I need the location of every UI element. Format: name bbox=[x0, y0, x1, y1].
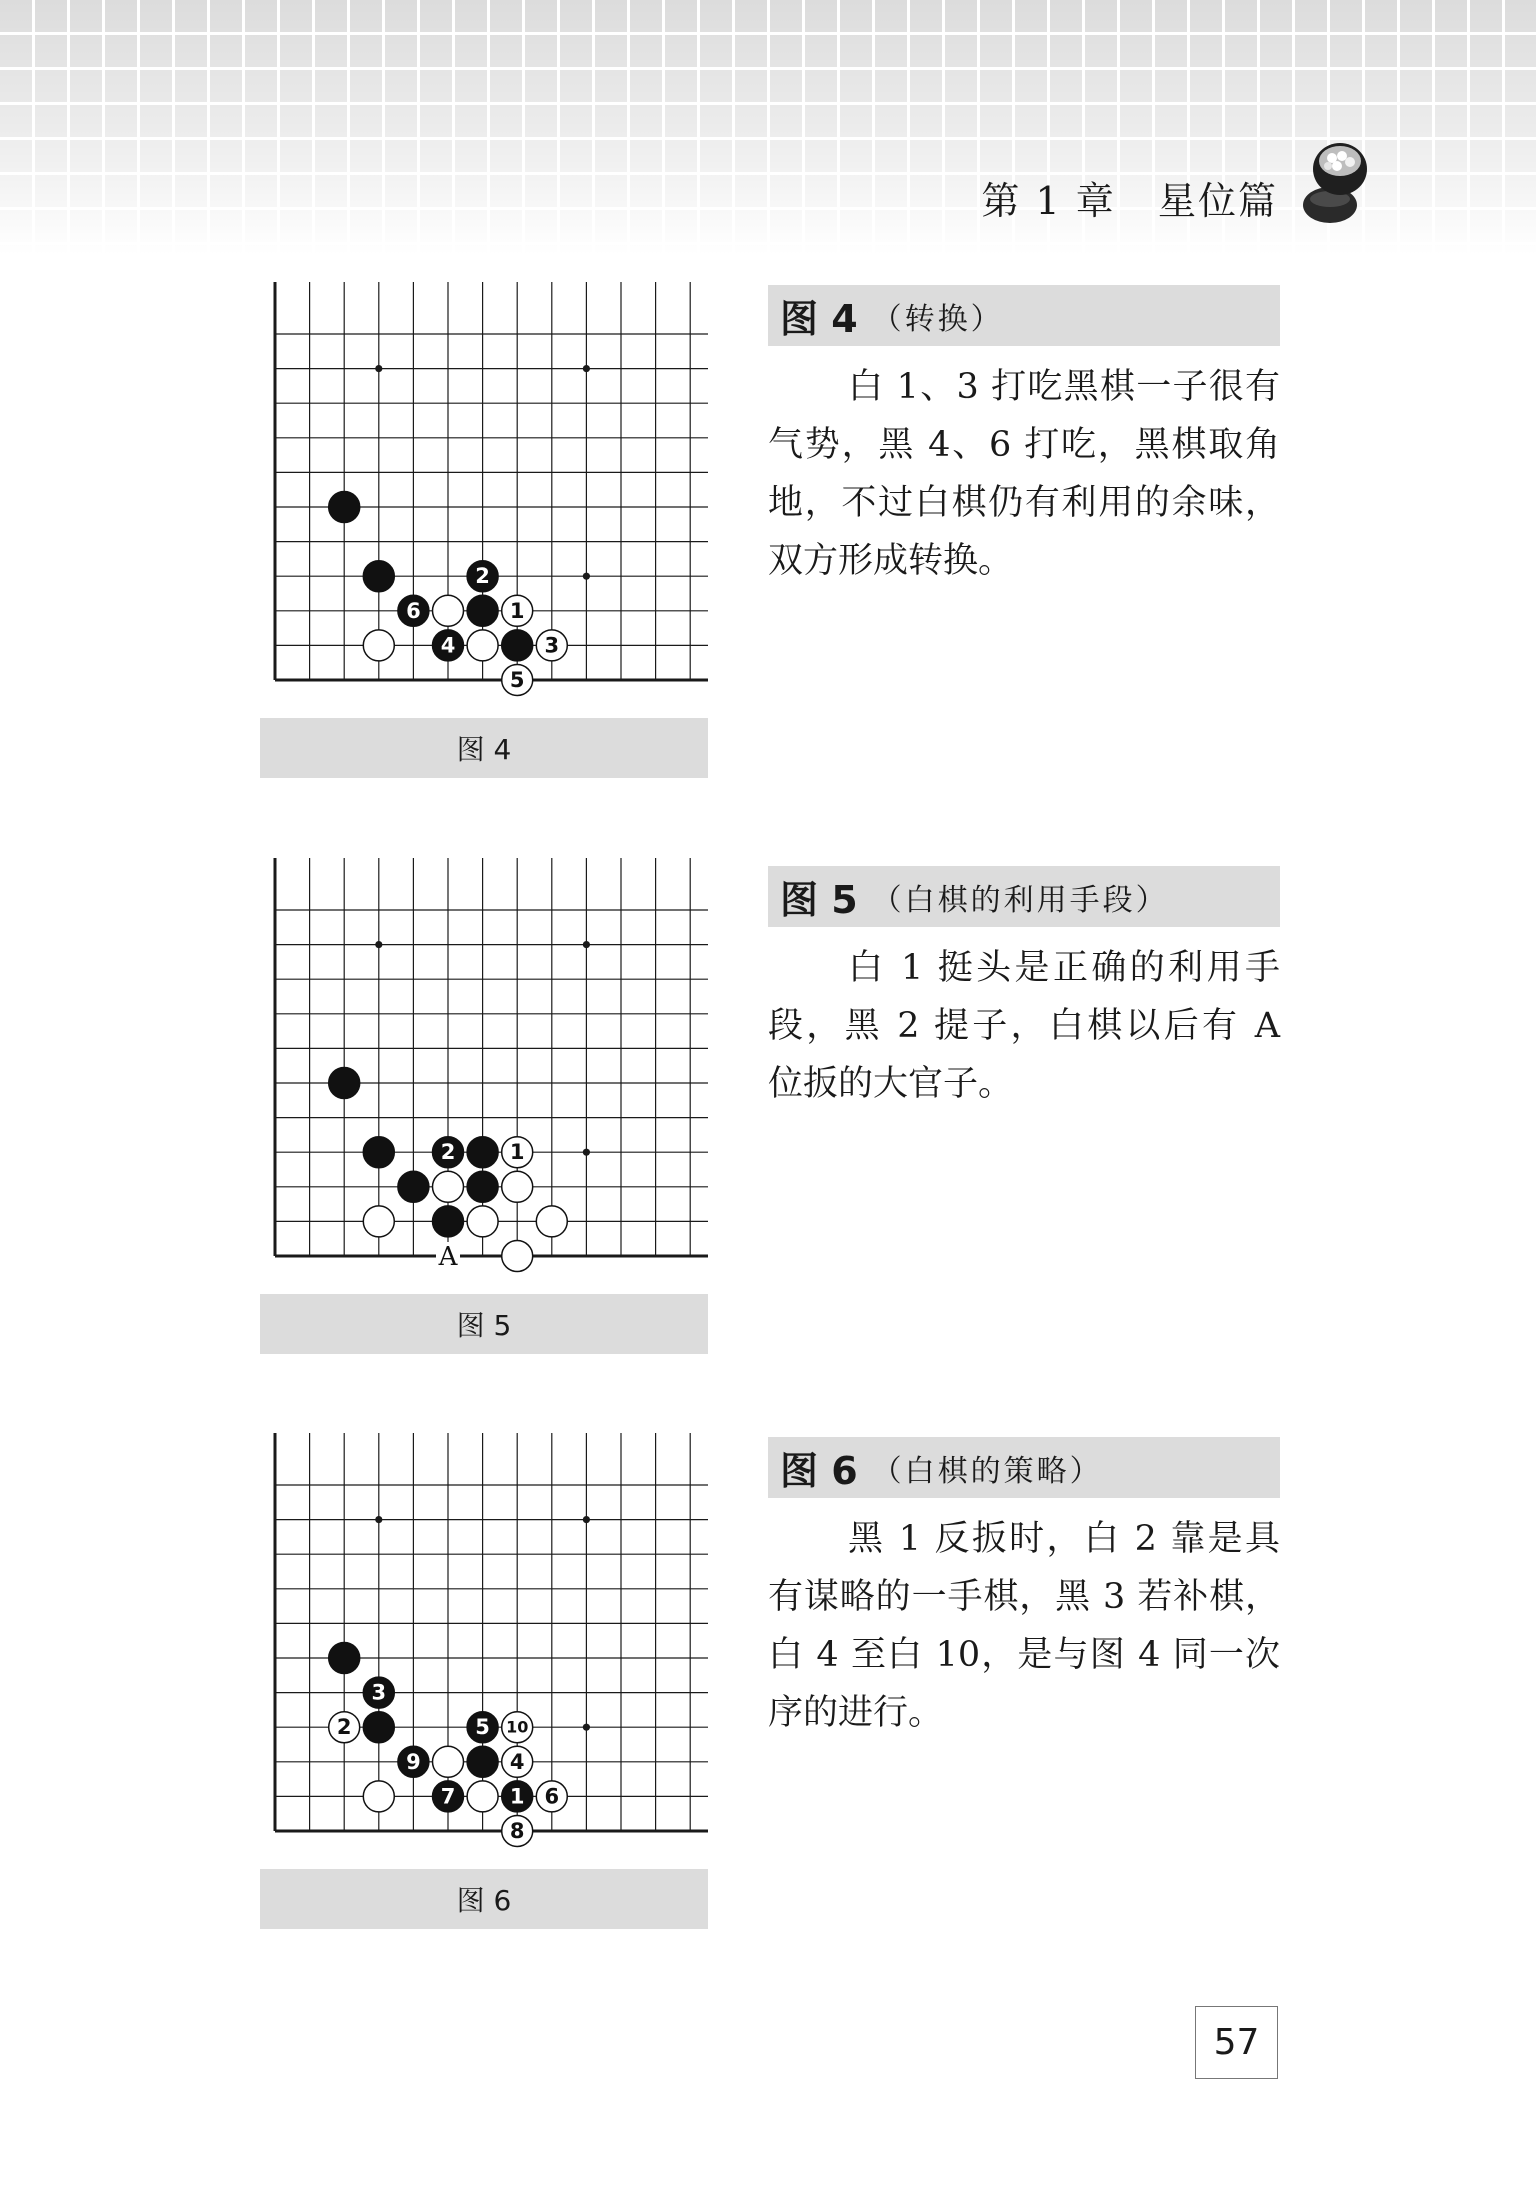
board-label: A bbox=[438, 1242, 458, 1272]
white-stone bbox=[502, 595, 533, 626]
star-point bbox=[375, 1516, 382, 1523]
black-stone bbox=[363, 1677, 394, 1708]
white-stone bbox=[536, 630, 567, 661]
figure-title: 图 4 bbox=[780, 297, 858, 341]
page-number: 57 bbox=[1195, 2006, 1278, 2079]
black-stone bbox=[398, 595, 429, 626]
move-number: 9 bbox=[406, 1749, 421, 1774]
black-stone bbox=[502, 1781, 533, 1812]
chapter-title: 第 1 章 星位篇 bbox=[981, 179, 1278, 223]
star-point bbox=[583, 1724, 590, 1731]
move-number: 1 bbox=[509, 598, 525, 623]
move-number: 5 bbox=[475, 1715, 490, 1740]
move-number: 2 bbox=[336, 1715, 352, 1740]
figure-caption: 图 6 bbox=[260, 1869, 708, 1929]
go-board-fig5 bbox=[260, 858, 710, 1278]
star-point bbox=[583, 573, 590, 580]
move-number: 6 bbox=[406, 598, 421, 623]
black-stone bbox=[363, 561, 394, 592]
white-stone bbox=[467, 1206, 498, 1237]
white-stone bbox=[433, 595, 464, 626]
black-stone bbox=[433, 630, 464, 661]
black-stone bbox=[467, 561, 498, 592]
white-stone bbox=[502, 1241, 533, 1272]
black-stone bbox=[433, 1781, 464, 1812]
white-stone bbox=[363, 1206, 394, 1237]
white-stone bbox=[536, 1781, 567, 1812]
figure-caption: 图 4 bbox=[260, 718, 708, 778]
move-number: 5 bbox=[509, 668, 525, 692]
move-number: 2 bbox=[475, 564, 490, 589]
black-stone bbox=[467, 595, 498, 626]
white-stone bbox=[433, 1746, 464, 1777]
black-stone bbox=[467, 1746, 498, 1777]
black-stone bbox=[467, 1171, 498, 1202]
move-number: 2 bbox=[440, 1140, 456, 1165]
black-stone bbox=[467, 1712, 498, 1743]
black-stone bbox=[363, 1712, 394, 1743]
white-stone bbox=[502, 1137, 533, 1168]
figure-description: 白 1 挺头是正确的利用手段，黑 2 提子，白棋以后有 A 位扳的大官子。 bbox=[768, 948, 1280, 1104]
star-point bbox=[583, 365, 590, 372]
star-point bbox=[583, 1149, 590, 1156]
white-stone bbox=[363, 1781, 394, 1812]
black-stone bbox=[502, 630, 533, 661]
move-number: 1 bbox=[509, 1140, 525, 1165]
move-number: 6 bbox=[544, 1784, 560, 1809]
white-stone bbox=[502, 1171, 533, 1202]
white-stone bbox=[502, 1816, 533, 1847]
figure-title-bar bbox=[768, 866, 1280, 927]
figure-subtitle: （白棋的策略） bbox=[871, 1453, 1103, 1489]
figure-title-bar bbox=[768, 1437, 1280, 1498]
white-stone bbox=[363, 630, 394, 661]
figure-title-bar bbox=[768, 285, 1280, 346]
black-stone bbox=[398, 1746, 429, 1777]
white-stone bbox=[329, 1712, 360, 1743]
go-bowl-icon bbox=[1290, 135, 1370, 227]
white-stone bbox=[536, 1206, 567, 1237]
black-stone bbox=[329, 1068, 360, 1099]
figure-title: 图 5 bbox=[780, 878, 858, 922]
figure-subtitle: （白棋的利用手段） bbox=[871, 882, 1169, 918]
black-stone bbox=[329, 1643, 360, 1674]
white-stone bbox=[502, 665, 533, 696]
white-stone bbox=[502, 1746, 533, 1777]
move-number: 10 bbox=[506, 1717, 529, 1737]
black-stone bbox=[363, 1137, 394, 1168]
black-stone bbox=[398, 1171, 429, 1202]
move-number: 4 bbox=[509, 1749, 525, 1774]
black-stone bbox=[467, 1137, 498, 1168]
figure-caption: 图 5 bbox=[260, 1294, 708, 1354]
black-stone bbox=[329, 492, 360, 523]
figure-title: 图 6 bbox=[780, 1449, 858, 1493]
page-header bbox=[0, 0, 1536, 255]
figure-subtitle: （转换） bbox=[871, 301, 1004, 337]
figure-description: 黑 1 反扳时，白 2 靠是具有谋略的一手棋，黑 3 若补棋，白 4 至白 10，是与图 4 同一次序的进行。 bbox=[768, 1519, 1280, 1733]
move-number: 1 bbox=[509, 1784, 525, 1809]
black-stone bbox=[433, 1137, 464, 1168]
star-point bbox=[583, 941, 590, 948]
white-stone bbox=[467, 630, 498, 661]
go-board-fig6 bbox=[260, 1433, 710, 1853]
move-number: 7 bbox=[440, 1784, 456, 1809]
white-stone bbox=[502, 1712, 533, 1743]
move-number: 3 bbox=[544, 633, 560, 658]
go-board-fig4 bbox=[260, 282, 710, 702]
star-point bbox=[375, 941, 382, 948]
black-stone bbox=[433, 1206, 464, 1237]
figure-description: 白 1、3 打吃黑棋一子很有气势，黑 4、6 打吃，黑棋取角地，不过白棋仍有利用的余味，双方形成转换。 bbox=[768, 367, 1280, 581]
move-number: 8 bbox=[509, 1819, 525, 1843]
move-number: 3 bbox=[371, 1680, 387, 1705]
star-point bbox=[583, 1516, 590, 1523]
star-point bbox=[375, 365, 382, 372]
white-stone bbox=[433, 1171, 464, 1202]
white-stone bbox=[467, 1781, 498, 1812]
move-number: 4 bbox=[440, 633, 456, 658]
